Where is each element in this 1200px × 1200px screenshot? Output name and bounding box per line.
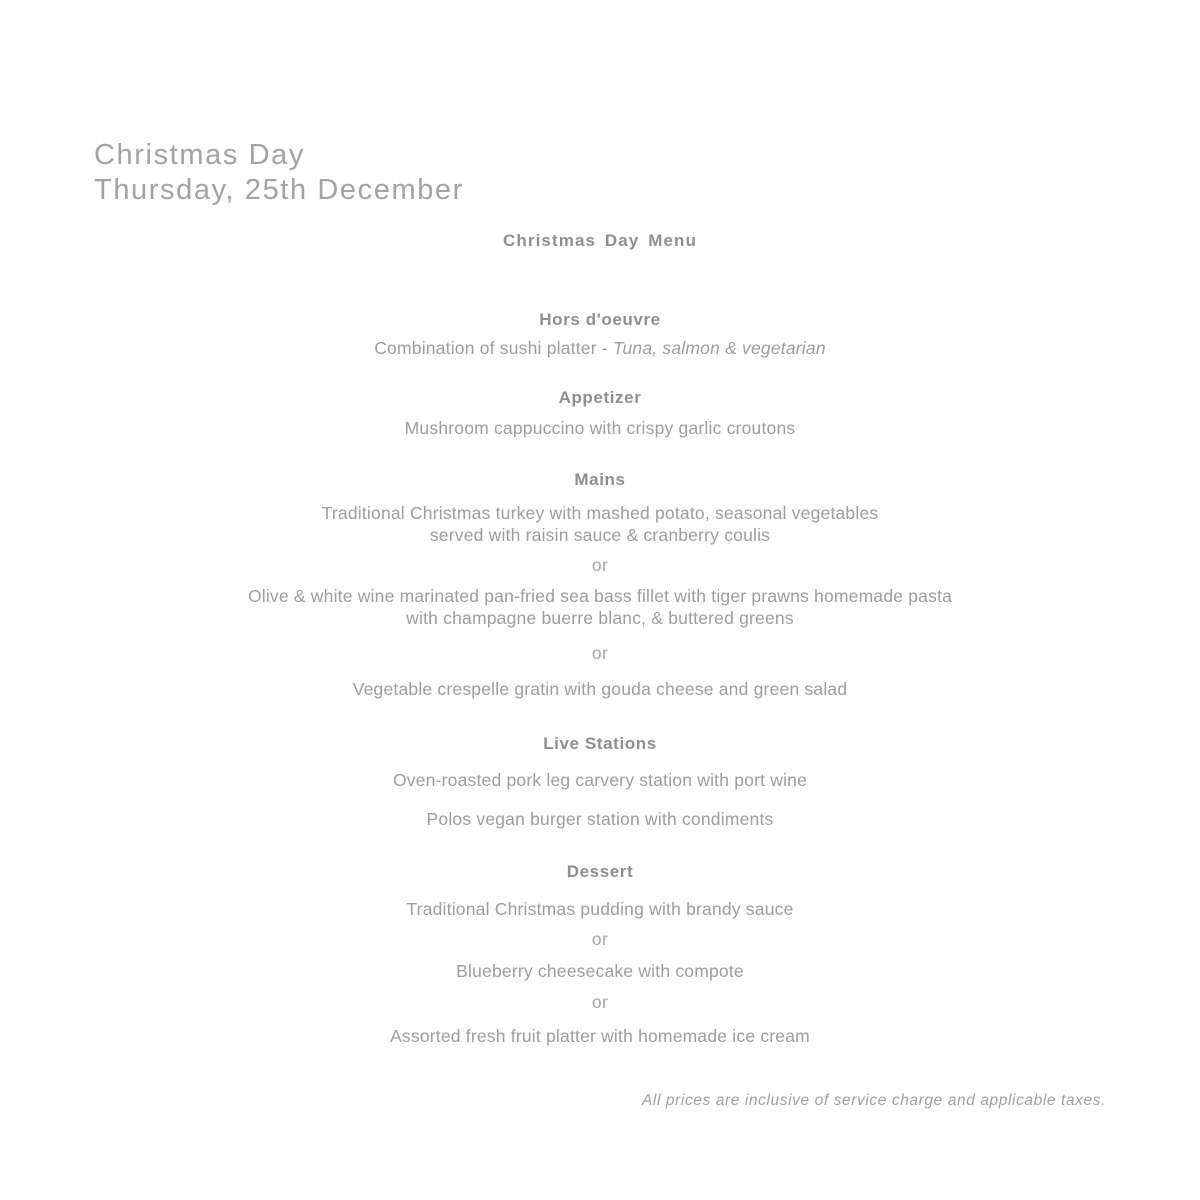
mains-item-1-line-1: Traditional Christmas turkey with mashed potato, seasonal vegetables xyxy=(321,503,879,523)
section-dessert-heading: Dessert xyxy=(566,862,634,881)
mains-item-1-line-2: served with raisin sauce & cranberry coulis xyxy=(429,525,771,545)
menu-title: Christmas Day Menu xyxy=(503,231,697,250)
section-mains-heading: Mains xyxy=(574,470,626,489)
dessert-or-2: or xyxy=(591,992,609,1012)
title-date: Thursday, 25th December xyxy=(94,174,464,206)
mains-item-2-line-2: with champagne buerre blanc, & buttered greens xyxy=(406,608,794,628)
live-stations-item-1: Oven-roasted pork leg carvery station with port wine xyxy=(392,770,808,790)
dessert-item-2: Blueberry cheesecake with compote xyxy=(456,961,744,981)
hors-doeuvre-item xyxy=(0,337,1200,359)
page-title xyxy=(94,138,464,208)
section-appetizer-heading: Appetizer xyxy=(558,388,642,407)
mains-or-1: or xyxy=(591,555,609,575)
mains-item-3: Vegetable crespelle gratin with gouda cheese and green salad xyxy=(352,679,848,699)
live-stations-item-2: Polos vegan burger station with condiments xyxy=(426,809,774,829)
dessert-item-1: Traditional Christmas pudding with brandy sauce xyxy=(406,899,794,919)
hors-doeuvre-item-detail: Tuna, salmon & vegetarian xyxy=(612,338,826,358)
pricing-disclaimer: All prices are inclusive of service charge and applicable taxes. xyxy=(641,1092,1106,1109)
dessert-or-1: or xyxy=(591,929,609,949)
section-hors-doeuvre-heading: Hors d'oeuvre xyxy=(539,310,661,329)
mains-or-2: or xyxy=(591,643,609,663)
title-occasion: Christmas Day xyxy=(94,139,305,171)
hors-doeuvre-item-text: Combination of sushi platter - xyxy=(374,338,613,358)
section-live-stations-heading: Live Stations xyxy=(543,734,657,753)
dessert-item-3: Assorted fresh fruit platter with homemade ice cream xyxy=(390,1026,810,1046)
mains-item-2-line-1: Olive & white wine marinated pan-fried sea bass fillet with tiger prawns homemade pasta xyxy=(247,586,953,606)
appetizer-item: Mushroom cappuccino with crispy garlic croutons xyxy=(404,418,796,438)
